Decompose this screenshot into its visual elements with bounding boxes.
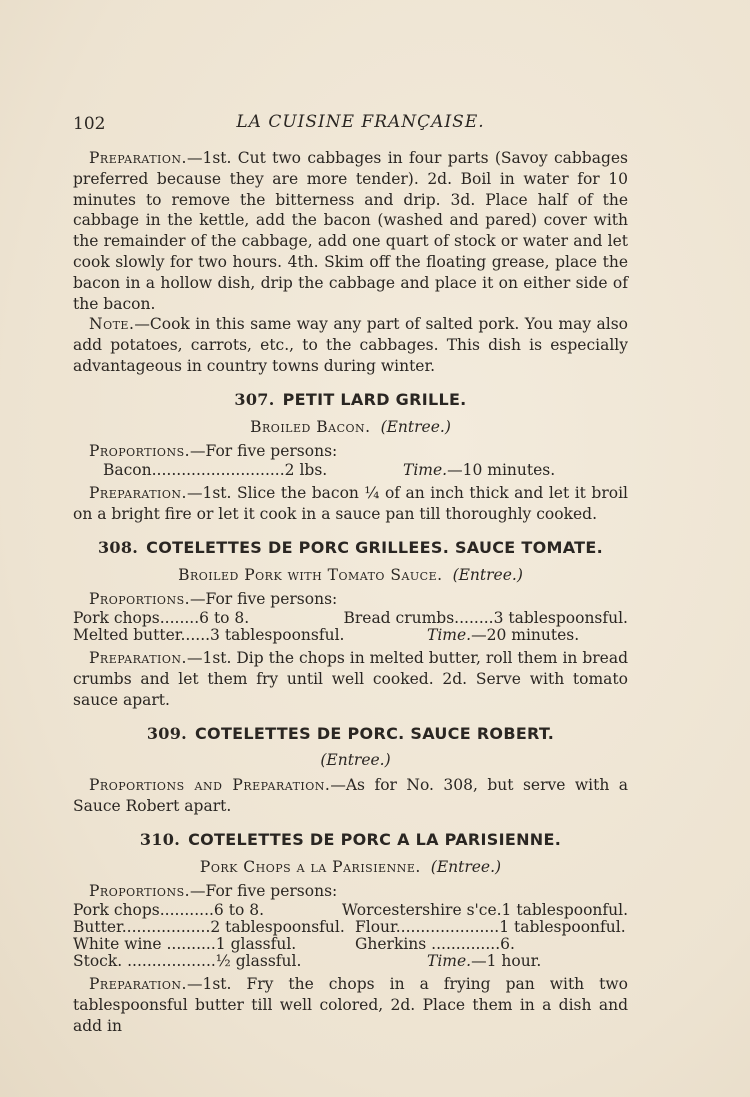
time-label: Time. [427, 626, 472, 645]
label: Preparation. [89, 975, 187, 994]
recipe-310-preparation [73, 974, 628, 1036]
ingredient: Butter..................2 tablespoonsful. [73, 918, 345, 937]
text: —Cook in this same way any part of salted pork. You may also add potatoes, carrots, etc., to the cabbages. This dish is especially advantageous in country towns during winter. [73, 315, 628, 375]
recipe-309-subtitle [73, 750, 628, 771]
ingredient: Pork chops...........6 to 8. [73, 901, 264, 920]
recipe-307-subtitle [73, 417, 628, 438]
ingredient: White wine ..........1 glassful. [73, 935, 297, 954]
course-type: (Entree.) [320, 751, 391, 770]
text: —1st. Slice the bacon ¼ of an inch thick and let it broil on a bright fire or let it cook in a sauce pan till thoroughly cooked. [73, 484, 628, 523]
time-value: —10 minutes. [447, 461, 556, 480]
english-name: Broiled Bacon. [250, 417, 371, 436]
ingredient-row [73, 953, 628, 970]
intro-preparation [73, 148, 628, 314]
time-label: Time. [427, 952, 472, 971]
recipe-308-preparation [73, 648, 628, 710]
ingredient: Stock. ..................½ glassful. [73, 952, 302, 971]
page-header [73, 110, 628, 136]
running-title: LA CUISINE FRANÇAISE. [236, 112, 485, 132]
ingredient-row [73, 902, 628, 919]
recipe-309-heading [73, 724, 628, 745]
page-number: 102 [73, 114, 106, 134]
ingredient: Worcestershire s'ce.1 tablespoonful. [341, 901, 628, 920]
ingredient: Bread crumbs........3 tablespoonsful. [343, 609, 628, 628]
text: —For five persons: [190, 442, 338, 461]
recipe-number: 309. [146, 723, 188, 743]
ingredient-row [73, 610, 628, 627]
recipe-309-proportions [73, 775, 628, 817]
recipe-307-preparation [73, 483, 628, 525]
label: Proportions. [89, 590, 191, 609]
ingredient-row [73, 627, 628, 644]
ingredient: Pork chops........6 to 8. [73, 609, 250, 628]
recipe-number: 308. [97, 537, 139, 557]
intro-note [73, 314, 628, 376]
text: —1st. Dip the chops in melted butter, roll them in bread crumbs and let them fry until well cooked. 2d. Serve with tomato sauce apart. [73, 649, 628, 709]
label: Preparation. [89, 484, 187, 503]
recipe-title: COTELETTES DE PORC A LA PARISIENNE. [188, 829, 562, 849]
label: Proportions and Preparation. [89, 776, 331, 795]
label: Note. [89, 315, 135, 334]
label: Proportions. [89, 882, 191, 901]
recipe-308-heading [73, 538, 628, 559]
recipe-title: COTELETTES DE PORC. SAUCE ROBERT. [195, 723, 555, 743]
recipe-310-subtitle [73, 857, 628, 878]
text: —For five persons: [190, 882, 338, 901]
ingredient: Bacon...........................2 lbs. [103, 461, 328, 480]
recipe-307-heading [73, 390, 628, 411]
english-name: Pork Chops a la Parisienne. [199, 857, 421, 876]
time [403, 462, 628, 479]
ingredient: Gherkins ..............6. [355, 935, 515, 954]
recipe-title: PETIT LARD GRILLE. [282, 389, 467, 409]
time [355, 627, 628, 644]
recipe-308-proportions [73, 589, 628, 610]
course-type: (Entree.) [430, 857, 502, 876]
course-type: (Entree.) [380, 417, 451, 436]
recipe-number: 310. [139, 829, 181, 849]
time-value: —1 hour. [471, 952, 542, 971]
label: Proportions. [89, 442, 191, 461]
ingredient: Melted butter......3 tablespoonsful. [73, 626, 345, 645]
recipe-number: 307. [234, 389, 275, 409]
label: Preparation. [89, 649, 187, 668]
text: —1st. Fry the chops in a frying pan with two tablespoonsful butter till well colored, 2d. Place them in a dish and add in [73, 975, 628, 1035]
text: —For five persons: [190, 590, 338, 609]
recipe-title: COTELETTES DE PORC GRILLEES. SAUCE TOMATE. [146, 537, 604, 557]
text: —As for No. 308, but serve with a Sauce Robert apart. [73, 776, 629, 815]
recipe-307-proportions [73, 441, 628, 462]
ingredient-row [73, 462, 628, 479]
recipe-310-proportions [73, 881, 628, 902]
ingredient-row [73, 936, 628, 953]
text: —1st. Cut two cabbages in four parts (Savoy cabbages preferred because they are more tender). 2d. Boil in water for 10 minutes to remove the bitterness and drip. 3d. Place half of the cabbage in the kettle, add the bacon (washed and pared) cover with the remainder of the cabbage, add one quart of stock or water and let cook slowly for two hours. 4th. Skim off the floating grease, place the bacon in a hollow dish, drip the cabbage and place it on either side of the bacon. [73, 149, 628, 313]
course-type: (Entree.) [452, 565, 523, 584]
recipe-308-subtitle [73, 565, 628, 586]
time [355, 953, 628, 970]
english-name: Broiled Pork with Tomato Sauce. [178, 565, 443, 584]
recipe-310-heading [73, 830, 628, 851]
page-content [73, 110, 628, 1037]
time-label: Time. [403, 461, 448, 480]
time-value: —20 minutes. [471, 626, 580, 645]
label: Preparation. [89, 149, 187, 167]
ingredient: Flour.....................1 tablespoonful. [355, 918, 626, 937]
ingredient-row [73, 919, 628, 936]
